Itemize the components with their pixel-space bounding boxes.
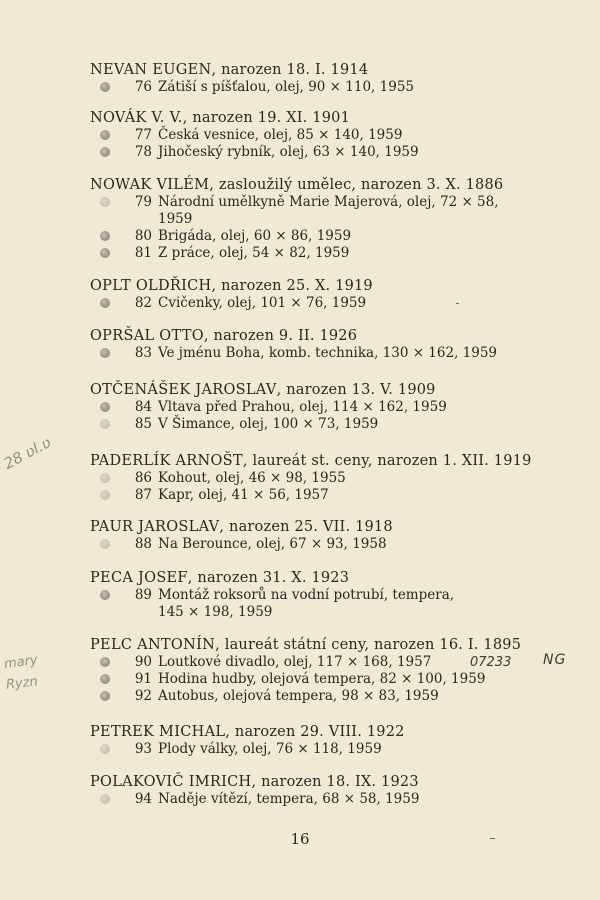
artwork-item [90,654,590,671]
artwork-item [90,587,590,621]
bullet-mark-icon [100,794,110,804]
bullet-mark-icon [100,402,110,412]
artist-heading [90,723,590,741]
artwork-description: Autobus, olejová tempera, 98 × 83, 1959 [158,688,439,704]
artwork-description: Na Berounce, olej, 67 × 93, 1958 [158,536,387,552]
artwork-number: 77 [134,127,152,143]
artist-info: , laureát st. ceny, narozen 1. XII. 1919 [242,453,532,469]
artist-entry [90,327,590,362]
artwork-number: 83 [134,345,152,361]
artwork-item [90,741,590,758]
artist-name: NOWAK VILÉM [90,177,210,193]
artwork-number: 92 [134,688,152,704]
artist-name: PADERLÍK ARNOŠT [90,453,243,469]
artist-info: , narozen 31. X. 1923 [187,570,350,586]
artwork-description-continuation: 145 × 198, 1959 [158,604,273,620]
artwork-description [158,194,499,228]
artwork-description: Vltava před Prahou, olej, 114 × 162, 1959 [158,399,447,415]
artwork-description: Hodina hudby, olejová tempera, 82 × 100, 1959 [158,671,486,687]
handwritten-margin-note: 28 ʋl.ʋ [0,433,55,473]
artist-heading [90,109,590,127]
artist-info: , narozen 25. X. 1919 [211,278,373,294]
artist-info: , narozen 13. V. 1909 [276,382,436,398]
artist-name: NOVÁK V. V. [90,110,183,126]
artist-name: PETREK MICHAL [90,724,226,740]
artwork-number: 89 [134,587,152,603]
bullet-mark-icon [100,744,110,754]
artist-name: OTČENÁŠEK JAROSLAV [90,382,277,398]
artwork-description: Loutkové divadlo, olej, 117 × 168, 1957 [158,654,432,670]
artwork-description: Naděje vítězí, tempera, 68 × 58, 1959 [158,791,420,807]
artwork-number: 88 [134,536,152,552]
artwork-description: Kohout, olej, 46 × 98, 1955 [158,470,346,486]
artwork-number: 86 [134,470,152,486]
bullet-mark-icon [100,691,110,701]
artwork-description: Z práce, olej, 54 × 82, 1959 [158,245,350,261]
artwork-description: Jihočeský rybník, olej, 63 × 140, 1959 [158,144,419,160]
artwork-item [90,399,590,416]
bullet-mark-icon [100,348,110,358]
artist-heading [90,381,590,399]
artist-heading [90,518,590,536]
artwork-number: 85 [134,416,152,432]
artwork-item [90,688,590,705]
bullet-mark-icon [100,490,110,500]
artwork-number: 82 [134,295,152,311]
artist-entry [90,61,590,96]
artist-heading [90,569,590,587]
artwork-number: 84 [134,399,152,415]
artist-heading [90,277,590,295]
artwork-item [90,791,590,808]
artwork-description: Plody války, olej, 76 × 118, 1959 [158,741,382,757]
artwork-number: 93 [134,741,152,757]
artist-heading [90,636,590,654]
handwritten-margin-note: mary [3,652,39,673]
artwork-number: 94 [134,791,152,807]
bullet-mark-icon [100,197,110,207]
artist-entry [90,569,590,621]
artwork-item [90,295,590,312]
bullet-mark-icon [100,590,110,600]
bullet-mark-icon [100,657,110,667]
artwork-description-continuation: 1959 [158,211,193,227]
bullet-mark-icon [100,419,110,429]
artwork-item [90,487,590,504]
artwork-description: Zátiší s píšťalou, olej, 90 × 110, 1955 [158,79,414,95]
artwork-number: 81 [134,245,152,261]
bullet-mark-icon [100,248,110,258]
artwork-number: 91 [134,671,152,687]
artist-entry [90,636,590,705]
pencil-initials: NG [543,652,567,668]
artwork-item [90,671,590,688]
artist-heading [90,452,590,470]
artist-name: PAUR JAROSLAV [90,519,220,535]
artist-entry [90,109,590,161]
bullet-mark-icon [100,82,110,92]
artwork-item [90,245,590,262]
artist-heading [90,176,590,194]
artist-entry [90,381,590,433]
bullet-mark-icon [100,298,110,308]
artist-entry [90,277,590,312]
artwork-description: V Šimance, olej, 100 × 73, 1959 [158,416,379,432]
handwritten-margin-note: Ryzn [5,674,39,693]
artwork-item [90,470,590,487]
artist-entry [90,723,590,758]
artist-name: NEVAN EUGEN [90,62,212,78]
artwork-number: 87 [134,487,152,503]
artwork-number: 78 [134,144,152,160]
artwork-description: Česká vesnice, olej, 85 × 140, 1959 [158,127,403,143]
artwork-number: 76 [134,79,152,95]
artwork-description-line: Národní umělkyně Marie Majerová, olej, 72 × 58, [158,194,499,210]
artist-info: , narozen 9. II. 1926 [203,328,358,344]
artwork-item [90,345,590,362]
bullet-mark-icon [100,473,110,483]
bullet-mark-icon [100,130,110,140]
artist-info: , narozen 29. VIII. 1922 [225,724,405,740]
artist-name: POLAKOVIČ IMRICH [90,774,252,790]
artwork-description-line: Montáž roksorů na vodní potrubí, tempera, [158,587,455,603]
artist-info: , zasloužilý umělec, narozen 3. X. 1886 [209,177,504,193]
artist-name: OPRŠAL OTTO [90,328,204,344]
artwork-item [90,536,590,553]
bullet-mark-icon [100,147,110,157]
artwork-number: 80 [134,228,152,244]
artwork-item [90,228,590,245]
artist-heading [90,773,590,791]
bullet-mark-icon [100,674,110,684]
artist-info: , narozen 18. I. 1914 [211,62,369,78]
artwork-number: 79 [134,194,152,210]
artwork-item [90,416,590,433]
artist-entry [90,773,590,808]
artist-info: , narozen 18. IX. 1923 [251,774,419,790]
artwork-item [90,79,590,96]
artist-heading [90,327,590,345]
paper-speck [456,303,459,304]
artist-entry [90,176,590,262]
artist-name: OPLT OLDŘICH [90,278,212,294]
artist-entry [90,452,590,504]
artwork-item [90,194,590,228]
artwork-item [90,127,590,144]
bullet-mark-icon [100,539,110,549]
artwork-description: Ve jménu Boha, komb. technika, 130 × 162, 1959 [158,345,498,361]
artwork-description: Kapr, olej, 41 × 56, 1957 [158,487,329,503]
artist-heading [90,61,590,79]
artist-name: PELC ANTONÍN [90,637,216,653]
artwork-item [90,144,590,161]
page-number: 16 [290,830,310,848]
artwork-description: Cvičenky, olej, 101 × 76, 1959 [158,295,367,311]
artwork-description [158,587,454,621]
artist-info: , narozen 25. VII. 1918 [219,519,393,535]
artist-info: , laureát státní ceny, narozen 16. I. 1895 [215,637,522,653]
pencil-inventory-code: 07233 [470,655,512,670]
artwork-description: Brigáda, olej, 60 × 86, 1959 [158,228,352,244]
artist-name: PECA JOSEF [90,570,188,586]
artist-info: , narozen 19. XI. 1901 [182,110,351,126]
bullet-mark-icon [100,231,110,241]
artwork-number: 90 [134,654,152,670]
artist-entry [90,518,590,553]
